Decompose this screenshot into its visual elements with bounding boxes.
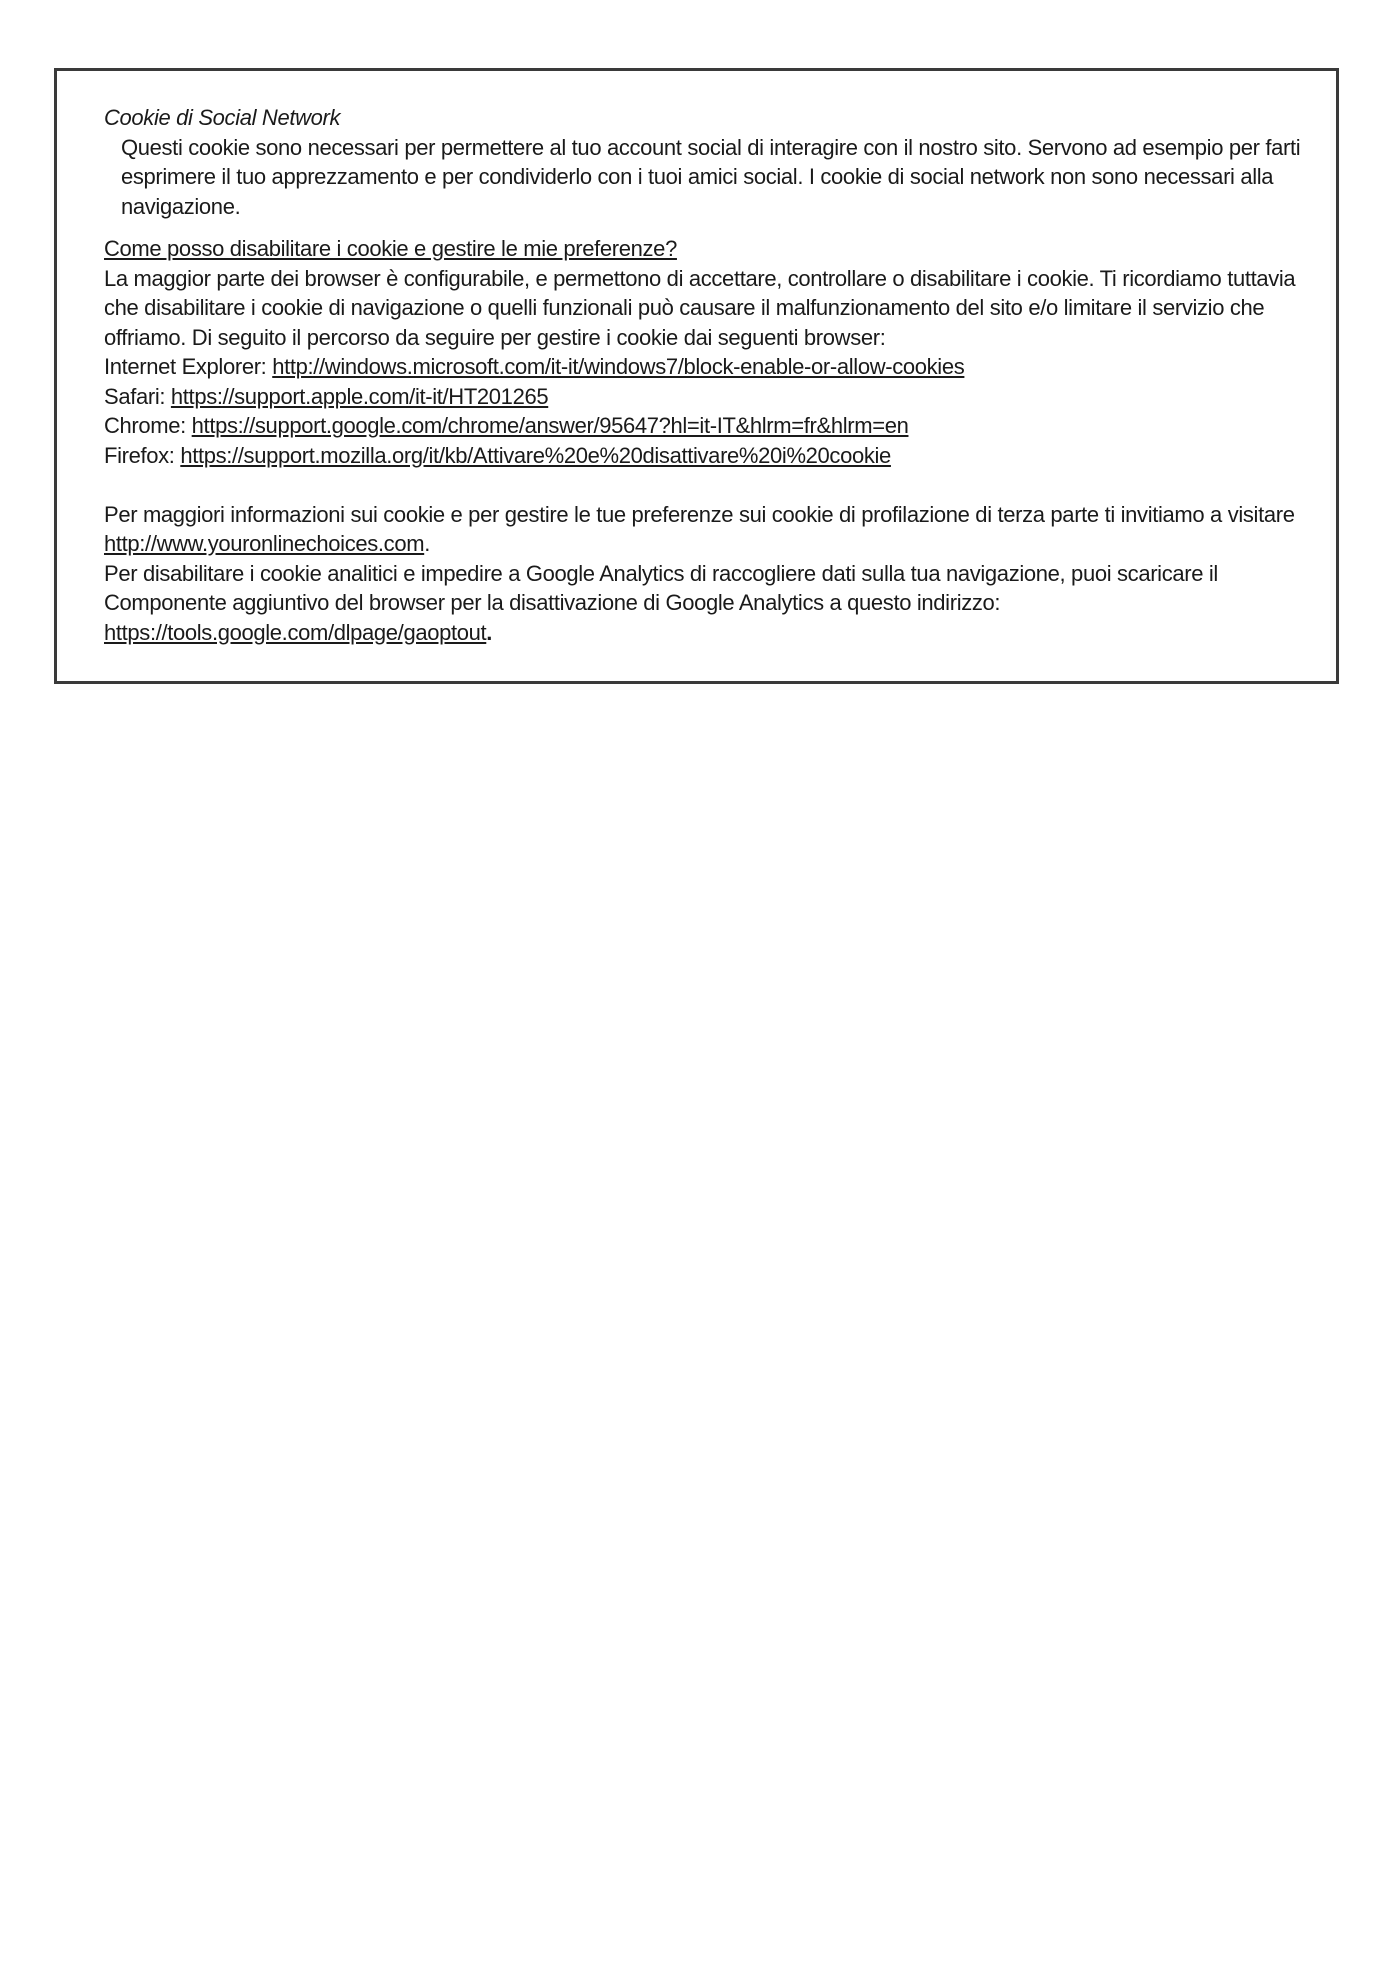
browser-line-internet-explorer — [104, 352, 1329, 382]
social-network-title: Cookie di Social Network — [104, 105, 341, 130]
manage-cookies-intro: La maggior parte dei browser è configurabile, e permettono di accettare, controllare o disabilitare i cookie. Ti ricordiamo tuttavia che disabilitare i cookie di navigazione o quelli funzionali può causare il malfunzionamento del sito e/o limitare il servizio che offriamo. Di seguito il percorso da seguire per gestire i cookie dai seguenti browser: — [104, 265, 1296, 350]
youronlinechoices-link[interactable]: http://www.youronlinechoices.com — [104, 531, 425, 556]
cookie-policy-box — [54, 68, 1339, 684]
firefox-link[interactable]: https://support.mozilla.org/it/kb/Attivare%20e%20disattivare%20i%20cookie — [180, 442, 891, 468]
browser-label: Safari: — [104, 383, 171, 409]
more-info-text: Per maggiori informazioni sui cookie e per gestire le tue preferenze sui cookie di profilazione di terza parte ti invitiamo a visitare — [104, 501, 1295, 527]
analytics-suffix: . — [486, 619, 493, 645]
social-network-description: Questi cookie sono necessari per permettere al tuo account social di interagire con il nostro sito. Servono ad esempio per farti esprimere il tuo apprezzamento e per condividerlo con i tuoi amici social. I cookie di social network non sono necessari alla navigazione. — [121, 134, 1301, 219]
browser-label: Firefox: — [104, 442, 181, 468]
analytics-paragraph — [104, 559, 1329, 648]
browser-line-firefox — [104, 441, 1329, 471]
gaoptout-link[interactable]: https://tools.google.com/dlpage/gaoptout — [104, 619, 487, 645]
browser-label: Internet Explorer: — [104, 354, 273, 379]
browser-line-chrome — [104, 411, 1329, 441]
more-info-paragraph — [104, 500, 1329, 559]
manage-cookies-question: Come posso disabilitare i cookie e gestire le mie preferenze? — [104, 236, 677, 261]
analytics-text: Per disabilitare i cookie analitici e impedire a Google Analytics di raccogliere dati sulla tua navigazione, puoi scaricare il Componente aggiuntivo del browser per la disattivazione di Google Analytics a questo indirizzo: — [104, 560, 1218, 615]
chrome-link[interactable]: https://support.google.com/chrome/answer/95647?hl=it-IT&hlrm=fr&hlrm=en — [191, 413, 909, 438]
browser-label: Chrome: — [104, 413, 192, 438]
more-info-suffix: . — [424, 531, 430, 556]
browser-line-safari — [104, 382, 1329, 412]
cookie-policy-content — [104, 103, 1329, 647]
safari-link[interactable]: https://support.apple.com/it-it/HT201265 — [170, 383, 549, 409]
paragraph-spacer — [104, 470, 1329, 500]
internet-explorer-link[interactable]: http://windows.microsoft.com/it-it/windows7/block-enable-or-allow-cookies — [272, 354, 965, 379]
